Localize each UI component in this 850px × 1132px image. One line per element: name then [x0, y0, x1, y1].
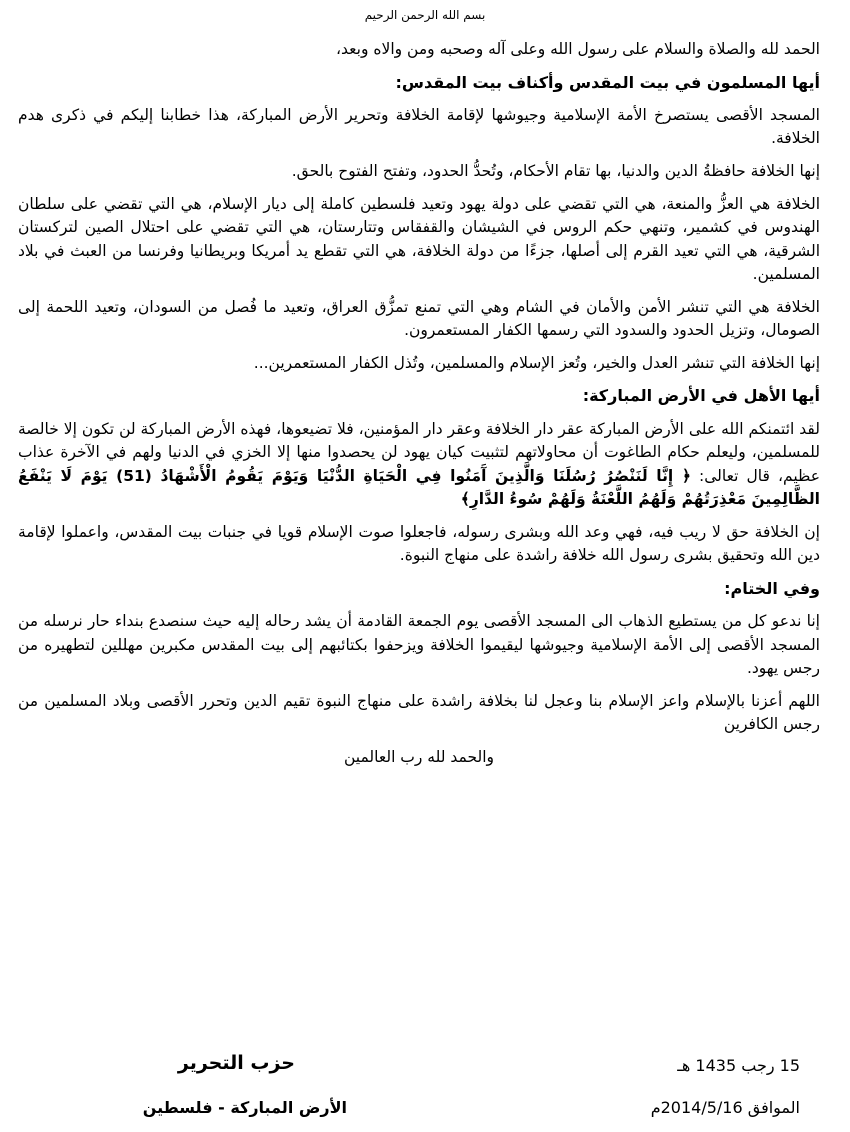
document-body	[18, 38, 820, 779]
paragraph: الخلافة هي العزُّ والمنعة، هي التي تقضي على دولة يهود وتعيد فلسطين كاملة إلى ديار الإسلام، هي التي تقضي على سلطان الهندوس في كشمير، وتنهي حكم الروس في الشيشان والقفقاس وتتارستان، هي التي تقضي على احتلال الصين لتركستان الشرقية، هي التي تعيد القرم إلى أصلها، جزءًا من دولة الخلافة، هي التي تقطع يد أمريكا وبريطانيا وفرنسا من العبث في بلاد المسلمين.	[18, 194, 820, 284]
paragraph-text: لقد ائتمنكم الله على الأرض المباركة عقر دار الخلافة وعقر دار المؤمنين، فلا تضيعوها، فهذه الأرض المباركة لن تكون إلا خالصة للمسلمين، وليعلم حكام الطاغوت أن محاولاتهم لتثبيت كيان يهود لن يحصدوا منها إلا الخزي في الدنيا ولهم في الآخرة عذاب عظيم، قال تعالى:	[18, 419, 820, 485]
section-heading: وفي الختام:	[724, 578, 820, 598]
paragraph: الحمد لله والصلاة والسلام على رسول الله وعلى آله وصحبه ومن والاه وبعد،	[336, 40, 820, 58]
paragraph: إنا ندعو كل من يستطيع الذهاب الى المسجد الأقصى يوم الجمعة القادمة أن يشد رحاله إليه حيث سنصدع بنداء حار نرسله من المسجد الأقصى إلى الأمة الإسلامية وجيوشها ليقيموا الخلافة ويزحفوا بكتائبهم إلى بيت المقدس مكبرين مهللين لتطهيره من رجس يهود.	[18, 612, 820, 678]
basmala: بسم الله الرحمن الرحيم	[364, 8, 486, 22]
section-heading: أيها الأهل في الأرض المباركة:	[582, 386, 820, 406]
org-region: الأرض المباركة - فلسطين	[142, 1098, 347, 1117]
hijri-date: 15 رجب 1435 هـ	[677, 1056, 800, 1075]
paragraph: الخلافة هي التي تنشر الأمن والأمان في الشام وهي التي تمنع تمزُّق العراق، وتعيد ما فُصل من السودان، وتعيد اللحمة إلى الصومال، وتزيل الحدود والسدود التي رسمها الكفار المستعمرون.	[18, 297, 820, 340]
paragraph: إنها الخلافة حافظةُ الدين والدنيا، بها تقام الأحكام، وتُحدُّ الحدود، وتفتح الفتوح بالحق.	[291, 161, 820, 180]
org-name: حزب التحرير	[177, 1052, 295, 1074]
section-heading: أيها المسلمون في بيت المقدس وأكناف بيت المقدس:	[395, 72, 820, 92]
paragraph: اللهم أعزنا بالإسلام واعز الإسلام بنا وعجل لنا بخلافة راشدة على منهاج النبوة تقيم الدين وتحرر الأقصى وبلاد المسلمين من رجس الكافرين	[18, 691, 820, 734]
gregorian-date: الموافق 2014/5/16م	[650, 1098, 800, 1117]
quran-verse: ﴿ إِنَّا لَنَنْصُرُ رُسُلَنَا وَالَّذِينَ آَمَنُوا فِي الْحَيَاةِ الدُّنْيَا وَيَوْمَ يَقُومُ الْأَشْهَادُ (51) يَوْمَ لَا يَنْفَعُ الظَّالِمِينَ مَعْذِرَتُهُمْ وَلَهُمُ اللَّعْنَةُ وَلَهُمْ سُوءُ الدَّارِ﴾	[18, 466, 820, 509]
closing-line: والحمد لله رب العالمين	[343, 747, 495, 766]
paragraph-with-verse	[18, 418, 820, 512]
paragraph: المسجد الأقصى يستصرخ الأمة الإسلامية وجيوشها لإقامة الخلافة وتحرير الأرض المباركة، هذا خطابنا إليكم في ذكرى هدم الخلافة.	[18, 105, 820, 148]
paragraph: إنها الخلافة التي تنشر العدل والخير، وتُعز الإسلام والمسلمين، وتُذل الكفار المستعمرين...	[253, 353, 820, 372]
paragraph: إن الخلافة حق لا ريب فيه، فهي وعد الله وبشرى رسوله، فاجعلوا صوت الإسلام قويا في جنبات بيت المقدس، واعملوا لإقامة دين الله وتحقيق بشرى رسول الله خلافة راشدة على منهاج النبوة.	[18, 522, 820, 565]
